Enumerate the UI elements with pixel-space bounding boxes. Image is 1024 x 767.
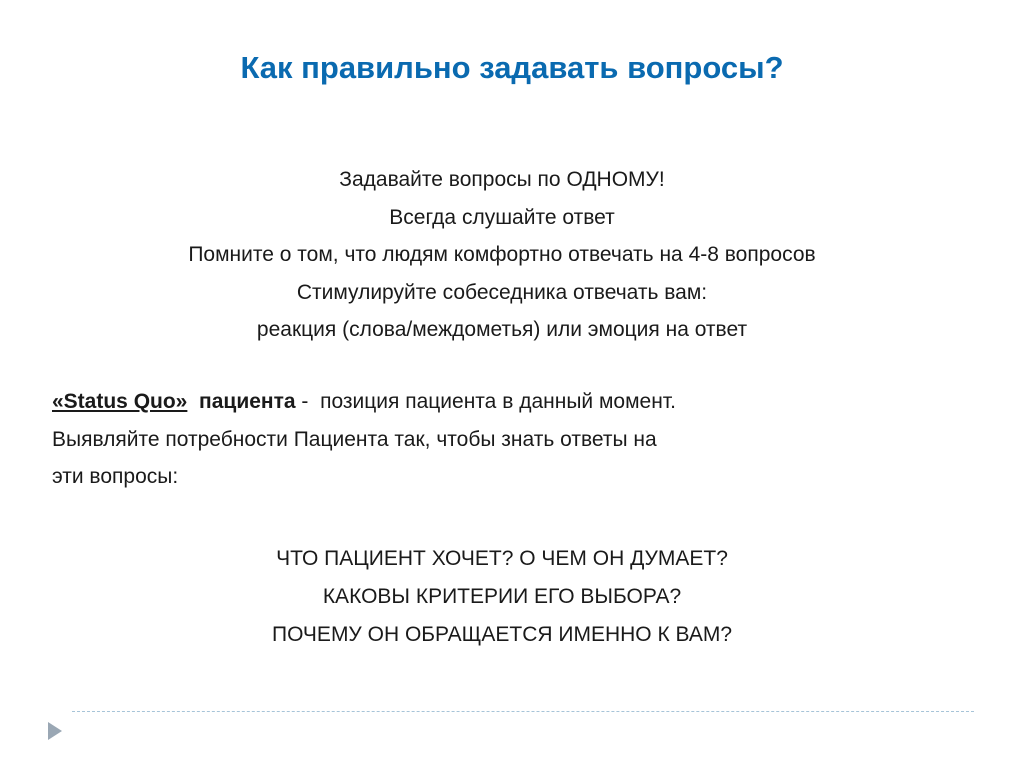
tip-line: Стимулируйте собеседника отвечать вам:: [296, 280, 708, 304]
question-line: ПОЧЕМУ ОН ОБРАЩАЕТСЯ ИМЕННО К ВАМ?: [271, 623, 733, 646]
questions-list: [0, 540, 1004, 654]
question-line: КАКОВЫ КРИТЕРИИ ЕГО ВЫБОРА?: [322, 585, 682, 608]
status-quo-line: [52, 383, 676, 421]
footer-divider: [72, 711, 974, 712]
slide-title: Как правильно задавать вопросы?: [240, 50, 784, 85]
question-line: ЧТО ПАЦИЕНТ ХОЧЕТ? О ЧЕМ ОН ДУМАЕТ?: [276, 547, 728, 570]
status-quo-term-tail: пациента: [199, 390, 296, 413]
needs-line: эти вопросы:: [52, 465, 179, 488]
status-quo-block: [52, 383, 676, 496]
status-quo-term: «Status Quo»: [52, 390, 188, 413]
status-quo-definition: позиция пациента в данный момент.: [320, 390, 676, 413]
tips-list: [0, 161, 1004, 349]
needs-line: Выявляйте потребности Пациента так, чтобы знать ответы на: [52, 427, 657, 451]
tip-line: Помните о том, что людям комфортно отвечать на 4-8 вопросов: [188, 243, 816, 266]
tip-line: Всегда слушайте ответ: [389, 205, 615, 229]
triangle-right-icon[interactable]: [48, 722, 62, 740]
tip-line: реакция (слова/междометья) или эмоция на ответ: [256, 318, 748, 341]
tip-line: Задавайте вопросы по ОДНОМУ!: [339, 168, 665, 191]
status-quo-dash: -: [301, 390, 309, 413]
